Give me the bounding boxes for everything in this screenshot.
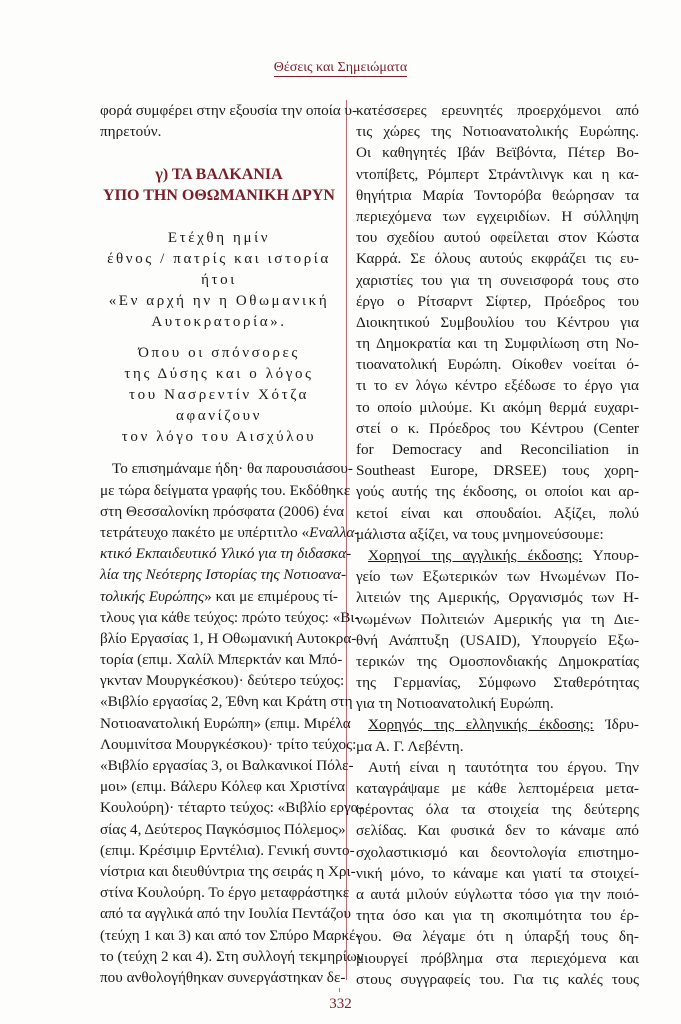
- italic-title: Εναλλα-: [309, 523, 360, 541]
- text-segment: θνή Ανάπτυξη (USAID), Υπουργείο Εξω-: [356, 631, 639, 649]
- text-line: [100, 925, 361, 946]
- text-line: [356, 545, 639, 566]
- italic-title: κτικό Εκπαιδευτικό Υλικό για τη διδασκα-: [100, 545, 352, 563]
- text-line: [356, 185, 639, 206]
- text-segment: με τώρα δείγματα γραφής του. Εκδόθηκε: [100, 481, 351, 499]
- section-heading-line: γ) ΤΑ ΒΑΛΚΑΝΙΑ: [155, 166, 283, 184]
- text-line: [100, 691, 353, 712]
- text-segment: Southeast Europe, DRSEE) τους χορη-: [356, 462, 639, 480]
- text-line: [356, 333, 639, 354]
- body-paragraph: [100, 458, 364, 988]
- text-line: [356, 651, 639, 672]
- text-line: [100, 522, 360, 543]
- text-line: [356, 757, 639, 778]
- text-line: [100, 967, 346, 988]
- text-line: [356, 164, 639, 185]
- text-segment: από τα αγγλικά από την Ιουλία Πεντάζου: [100, 905, 352, 923]
- epigraph-line: Όπου οι σπόνσορες: [138, 345, 300, 362]
- text-segment: τετράτευχο πακέτο με υπέρτιτλο «: [100, 523, 310, 541]
- text-line: [100, 501, 345, 522]
- text-segment: σχολαστικισμό και δεοντολογία επιστημο-: [356, 843, 639, 861]
- text-line: [356, 714, 639, 735]
- text-segment: α αυτά μιλούν εύγλωττα τόσο για την ποιό-: [356, 885, 639, 903]
- text-segment: καταγράψαμε με κάθε λεπτομέρεια μετα-: [356, 780, 639, 797]
- text-segment: Νοτιοανατολική Ευρώπη» (επιμ. Μιρέλα: [100, 714, 351, 732]
- text-line: πηρετούν.: [100, 123, 162, 141]
- text-line: [100, 543, 352, 564]
- text-segment: γείο των Εξωτερικών των Ηνωμένων Πο-: [356, 568, 639, 586]
- text-line: [356, 524, 639, 545]
- text-segment: Κουλούρη)· τέταρτο τεύχος: «Βιβλίο εργα-: [100, 799, 364, 817]
- text-line: [100, 819, 346, 840]
- text-line: [356, 842, 639, 863]
- text-segment: που ανθολογήθηκαν συνεργάστηκαν δε-: [100, 968, 346, 986]
- text-segment: γκνταν Μουργκέσκου)· δεύτερο τεύχος:: [100, 672, 345, 690]
- text-line: [356, 948, 639, 969]
- epigraph-2: [100, 343, 338, 448]
- text-line: [356, 481, 639, 502]
- underlined-label: Χορηγοί της αγγλικής έκδοσης:: [368, 546, 583, 564]
- text-line: [356, 587, 639, 608]
- text-segment: σελίδας. Και φυσικά δεν το κάναμε από: [356, 822, 639, 840]
- text-segment: «Βιβλίο εργασίας 2, Έθνη και Κράτη στη: [100, 693, 353, 711]
- text-segment: στίνα Κουλούρη. Το έργο μεταφράστηκε: [100, 884, 350, 902]
- text-line: [356, 227, 639, 248]
- text-segment: χαριστίες του για τη συνεισφορά τους στο: [356, 271, 639, 289]
- text-line: [356, 884, 639, 905]
- text-line: [356, 778, 639, 799]
- text-line: [100, 946, 364, 967]
- text-line: [356, 312, 639, 333]
- underlined-label: Χορηγός της ελληνικής έκδοσης:: [368, 716, 594, 734]
- text-line: [356, 270, 639, 291]
- running-head-title: Θέσεις και Σημειώματα: [273, 60, 408, 75]
- text-segment: τητα όσο και για τη σκοπιμότητα του έρ-: [356, 907, 639, 925]
- epigraph-line: τον λόγο του Αισχύλου: [121, 429, 317, 446]
- text-segment: του σχεδίου αυτού οφείλεται στον Κώστα: [356, 229, 639, 247]
- italic-title: τολικής Ευρώπης: [100, 587, 205, 605]
- running-head: [0, 58, 681, 76]
- text-segment: τη Δημοκρατία και τη Συμφιλίωση στη Νο-: [356, 335, 639, 353]
- page-number: 332: [329, 996, 352, 1012]
- body-text: [356, 100, 639, 990]
- text-segment: Το επισημάναμε ήδη· θα παρουσιάσου-: [112, 460, 353, 478]
- text-segment: το οποίο μιλούμε. Κι ακόμη θερμά ευχαρι-: [356, 398, 639, 416]
- text-segment: Διοικητικού Συμβουλίου του Κέντρου για: [356, 313, 639, 331]
- text-segment: τιοανατολική Ευρώπη. Οίκοθεν νοείται ό-: [356, 356, 639, 374]
- text-segment: μοι» (επιμ. Βάλερυ Κόλεφ και Χριστίνα: [100, 778, 345, 796]
- text-segment: Υπουρ-: [582, 546, 639, 564]
- text-line: [356, 460, 639, 481]
- epigraph-line: ήτοι: [201, 272, 237, 289]
- text-segment: βλίο Εργασίας 1, Η Οθωμανική Αυτοκρα-: [100, 629, 357, 647]
- text-segment: νική μόνο, το κάναμε και γιατί τα στοιχεί-: [356, 864, 639, 882]
- text-segment: στη Θεσσαλονίκη πρόσφατα (2006) ένα: [100, 502, 345, 520]
- text-segment: νίστρια και διευθύντρια της σειράς η Χρι-: [100, 862, 356, 880]
- text-segment: Οι καθηγητές Ιβάν Βεϊβόντα, Πέτερ Βο-: [356, 144, 639, 162]
- text-line: φορά συμφέρει στην εξουσία την οποία υ-: [100, 102, 358, 119]
- epigraph-1: [100, 228, 338, 333]
- text-line: [356, 418, 639, 439]
- text-line: [100, 713, 351, 734]
- text-segment: «Βιβλίο εργασίας 3, οι Βαλκανικοί Πόλε-: [100, 757, 354, 774]
- text-segment: νωμένων Πολιτειών Αμερικής για τη Διε-: [356, 610, 639, 628]
- text-line: [100, 586, 338, 607]
- text-line: [100, 776, 345, 797]
- text-segment: » και με επιμέρους τί-: [204, 587, 338, 605]
- text-line: [100, 734, 357, 755]
- text-line: [356, 439, 639, 460]
- epigraph-line: της Δύσης και ο λόγος: [124, 366, 314, 383]
- text-segment: Αυτή είναι η ταυτότητα του έργου. Την: [368, 758, 639, 776]
- right-column: [356, 100, 639, 990]
- epigraph-line: του Νασρεντίν Χότζα: [129, 387, 309, 404]
- text-line: [100, 840, 355, 861]
- text-line: [356, 566, 639, 587]
- italic-title: λία της Νεότερης Ιστορίας της Νοτιοανα-: [100, 566, 347, 584]
- text-line: [356, 926, 639, 947]
- text-segment: λιτειών της Αμερικής, Οργανισμός των Η-: [356, 589, 639, 607]
- section-heading-line: ΥΠΟ ΤΗΝ ΟΘΩΜΑΝΙΚΗ ΔΡΥΝ: [103, 187, 335, 205]
- text-line: [356, 799, 639, 820]
- page-marker: [339, 988, 340, 992]
- text-segment: Λουμινίτσα Μουργκέσκου)· τρίτο τεύχος:: [100, 735, 357, 753]
- text-segment: μα Α. Γ. Λεβέντη.: [356, 737, 464, 755]
- text-segment: θηγήτρια Μαρία Τοντορόβα θεώρησαν τα: [356, 186, 639, 204]
- epigraph-line: Ετέχθη ημίν: [167, 230, 271, 247]
- text-segment: περιεχόμενα των εγχειριδίων. Η σύλληψη: [356, 207, 639, 225]
- section-heading: [100, 164, 338, 206]
- text-line: [356, 248, 639, 269]
- text-line: [356, 863, 639, 884]
- text-segment: for Democracy and Reconciliation in: [356, 441, 639, 458]
- text-segment: το (τεύχη 2 και 4). Στη συλλογή τεκμηρίων: [100, 947, 364, 965]
- intro-paragraph: [100, 100, 358, 142]
- text-segment: Καρρά. Σε όλους αυτούς εκφράζει τις ευ-: [356, 250, 639, 268]
- text-segment: κατέσσερες ερευνητές προερχόμενοι από: [356, 102, 639, 119]
- text-line: [100, 670, 345, 691]
- text-segment: μιουργεί πρόβλημα στα περιεχόμενα και: [356, 949, 639, 967]
- text-line: [356, 969, 639, 990]
- text-line: [100, 564, 347, 585]
- text-line: [356, 503, 639, 524]
- text-segment: (επιμ. Κρέσιμιρ Ερντέλια). Γενική συντο-: [100, 841, 355, 859]
- text-line: [100, 861, 356, 882]
- text-segment: τλους για κάθε τεύχος: πρώτο τεύχος: «Βι-: [100, 608, 360, 626]
- text-line: [100, 649, 343, 670]
- text-segment: της Γερμανίας, Σύμφωνο Σταθερότητας: [356, 674, 639, 692]
- text-segment: έργο ο Ρίτσαρντ Σίφτερ, Πρόεδρος του: [356, 292, 639, 310]
- text-segment: τις χώρες της Νοτιοανατολικής Ευρώπης.: [356, 123, 639, 141]
- epigraph-line: «Εν αρχή ην η Οθωμανική: [108, 293, 330, 310]
- text-segment: τερικών της Ομοσπονδιακής Δημοκρατίας: [356, 652, 639, 670]
- text-segment: τι το εν λόγω κέντρο εξέδωσε το έργο για: [356, 377, 639, 395]
- epigraph-line: αφανίζουν: [176, 408, 262, 425]
- text-line: [356, 820, 639, 841]
- text-segment: κετοί είναι και σπουδαίοι. Αξίζει, πολύ: [356, 504, 639, 522]
- text-segment: ντοπίβετς, Ρόμπερτ Στράντλινγκ και η κα-: [356, 165, 639, 183]
- text-line: [100, 882, 350, 903]
- text-segment: Ίδρυ-: [593, 716, 639, 734]
- text-line: [356, 142, 639, 163]
- text-segment: για τη Νοτιοανατολική Ευρώπη.: [356, 695, 554, 713]
- text-line: [356, 291, 639, 312]
- text-line: [356, 609, 639, 630]
- text-line: [356, 905, 639, 926]
- text-line: [356, 100, 639, 121]
- text-segment: τορία (επιμ. Χαλίλ Μπερκτάν και Μπό-: [100, 651, 343, 669]
- text-line: [100, 480, 351, 501]
- text-line: [356, 375, 639, 396]
- text-line: [356, 630, 639, 651]
- text-segment: φέροντας όλα τα στοιχεία της δεύτερης: [356, 801, 639, 819]
- text-line: [100, 903, 352, 924]
- text-line: [100, 607, 360, 628]
- left-column: [100, 100, 364, 988]
- text-line: [100, 797, 364, 818]
- text-line: [356, 736, 639, 757]
- text-segment: στεί ο κ. Πρόεδρος του Κέντρου (Center: [356, 419, 639, 437]
- text-segment: γούς αυτής της έκδοσης, οι οποίοι και αρ-: [356, 483, 639, 501]
- text-line: [356, 206, 639, 227]
- text-line: [356, 121, 639, 142]
- text-line: [356, 397, 639, 418]
- text-line: [100, 755, 354, 776]
- text-segment: σίας 4, Δεύτερος Παγκόσμιος Πόλεμος»: [100, 820, 346, 838]
- text-segment: μάλιστα αξίζει, να τους μνημονεύσουμε:: [356, 525, 604, 543]
- text-line: [356, 693, 639, 714]
- text-line: [356, 672, 639, 693]
- epigraph-line: έθνος / πατρίς και ιστορία: [107, 251, 331, 268]
- text-segment: (τεύχη 1 και 3) και από τον Σπύρο Μαρκέ-: [100, 926, 361, 944]
- text-segment: γου. Θα λέγαμε ότι η ύπαρξή τους δη-: [356, 928, 639, 946]
- text-line: [100, 458, 353, 479]
- text-segment: στους συγγραφείς του. Για τις καλές τους: [356, 970, 639, 988]
- epigraph-line: Αυτοκρατορία».: [151, 314, 287, 331]
- text-line: [356, 354, 639, 375]
- text-line: [100, 628, 357, 649]
